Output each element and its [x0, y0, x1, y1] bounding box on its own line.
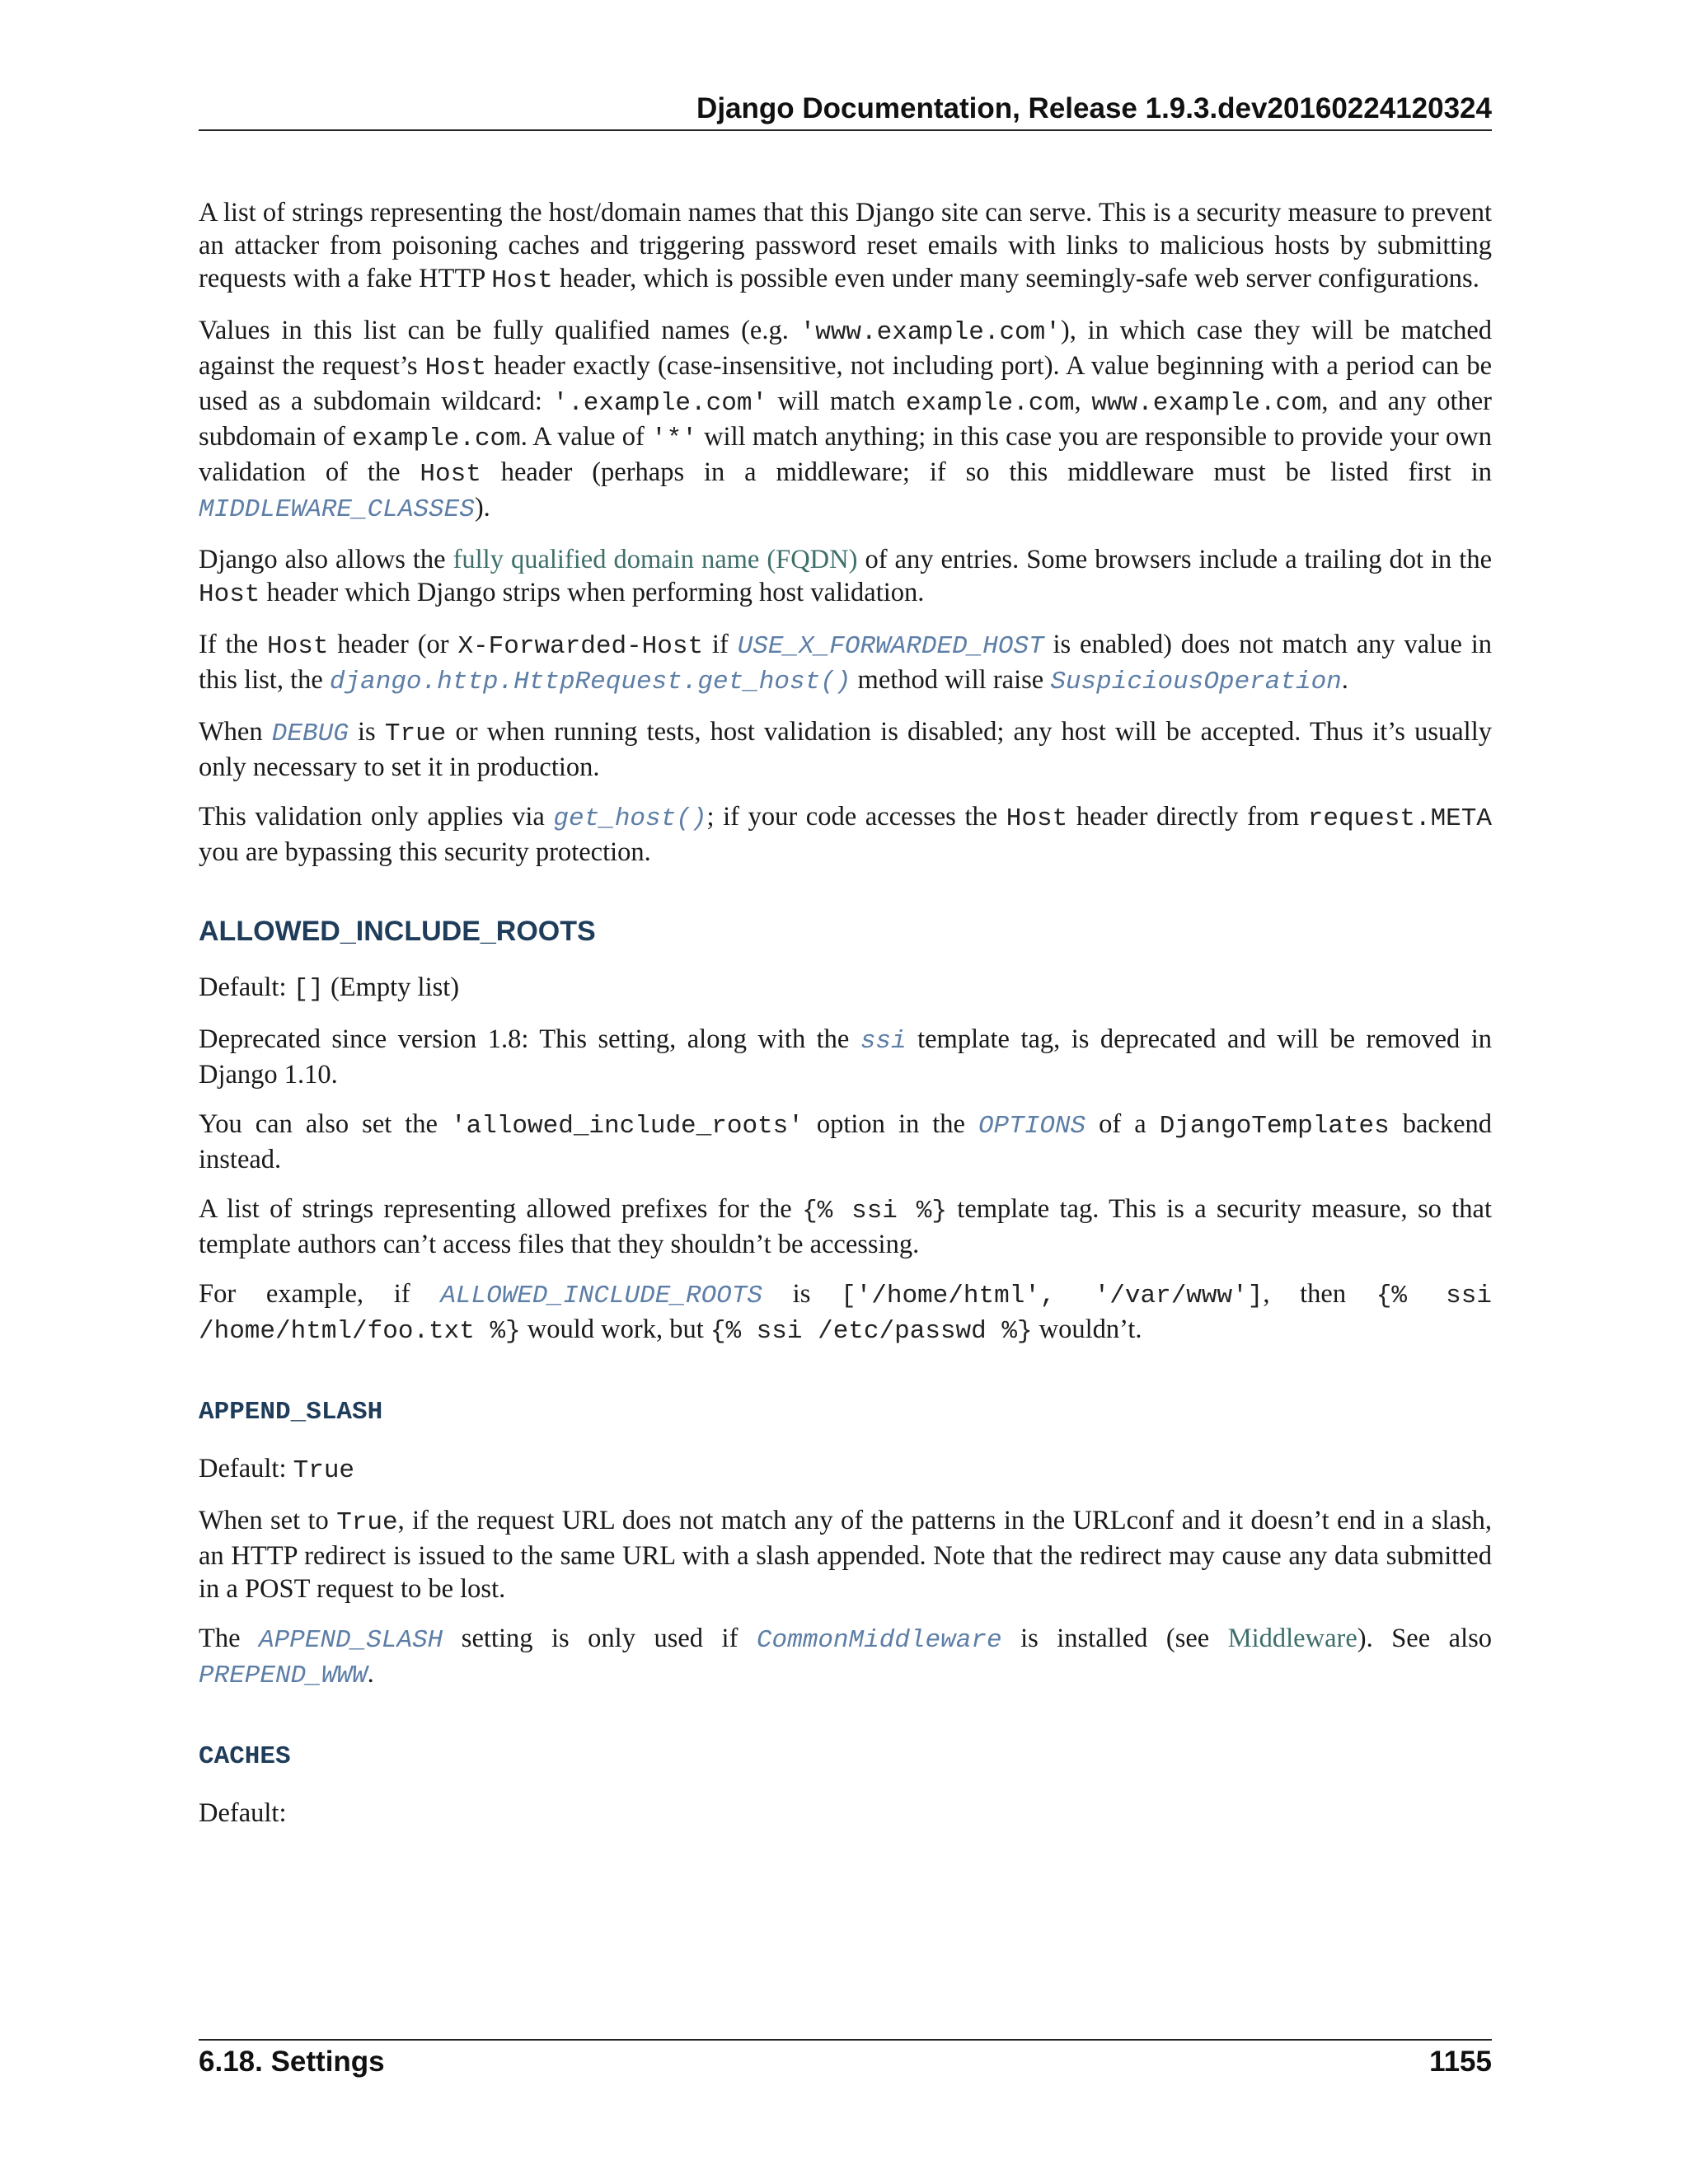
allowed-hosts-paragraph-1	[199, 196, 1492, 298]
text: When	[199, 717, 272, 747]
text: will match anything; in this case you are responsible to provide your own validation of the	[199, 422, 1492, 487]
code-literal: {% ssi %}	[802, 1197, 947, 1226]
code-literal: Host	[420, 460, 481, 489]
allowed-hosts-paragraph-2	[199, 314, 1492, 527]
get-host-link[interactable]: get_host()	[553, 804, 707, 833]
page-number: 1155	[1429, 2046, 1492, 2078]
text: Default:	[199, 1798, 287, 1828]
text: is	[762, 1279, 842, 1309]
allowed-hosts-paragraph-6	[199, 800, 1492, 869]
text: You can also set the	[199, 1109, 451, 1139]
append-slash-link[interactable]: APPEND_SLASH	[259, 1626, 443, 1655]
document-page	[199, 0, 1492, 2184]
prepend-www-link[interactable]: PREPEND_WWW	[199, 1661, 368, 1690]
text: Default:	[199, 972, 293, 1002]
text: The	[199, 1624, 260, 1653]
caches-default	[199, 1797, 1492, 1830]
text: .	[367, 1659, 374, 1689]
text: header (or	[328, 630, 458, 659]
code-literal: True	[336, 1508, 398, 1537]
text: If the	[199, 630, 268, 659]
text: template tag. This is a security measure, so that template authors can’t access files that they shouldn’t be accessing.	[199, 1194, 1492, 1259]
text: (Empty list)	[323, 972, 460, 1002]
running-header: Django Documentation, Release 1.9.3.dev20160224120324	[696, 92, 1492, 124]
allowed-hosts-paragraph-4	[199, 628, 1492, 699]
text: method will raise	[851, 665, 1051, 695]
text: Default:	[199, 1454, 293, 1483]
text: , if the request URL does not match any of the patterns in the URLconf and it doesn’t end in a slash, an HTTP redirect is issued to the same URL with a slash appended. Note that the redirect may cause any data submitted in a POST request to be lost.	[199, 1506, 1492, 1604]
text: .	[1341, 665, 1348, 695]
code-literal: []	[293, 975, 324, 1004]
allowed-include-roots-link[interactable]: ALLOWED_INCLUDE_ROOTS	[440, 1282, 762, 1310]
header-rule	[199, 129, 1492, 131]
text: header exactly (case-insensitive, not including port). A value beginning with a period can be used as a subdomain wildcard:	[199, 351, 1492, 416]
text: of any entries. Some browsers include a trailing dot in the	[857, 545, 1492, 574]
middleware-classes-link[interactable]: MIDDLEWARE_CLASSES	[199, 495, 475, 524]
append-slash-paragraph-description	[199, 1504, 1492, 1605]
page-content	[199, 196, 1492, 1846]
section-heading-allowed-include-roots: ALLOWED_INCLUDE_ROOTS	[199, 916, 596, 947]
code-literal: Host	[267, 632, 329, 661]
text: or when running tests, host validation is disabled; any host will be accepted. Thus it’s usually only necessary to set it in production.	[199, 717, 1492, 782]
text: header, which is possible even under many seemingly-safe web server configurations.	[552, 264, 1479, 293]
code-literal: 'allowed_include_roots'	[451, 1112, 804, 1141]
text: ), in which case they will be matched against the request’s	[199, 316, 1492, 381]
code-literal: example.com	[905, 389, 1075, 418]
code-literal: X-Forwarded-Host	[457, 632, 704, 661]
append-slash-paragraph-see-also	[199, 1622, 1492, 1693]
code-literal: Host	[491, 266, 553, 295]
text: template tag, is deprecated and will be removed in Django 1.10.	[199, 1024, 1492, 1090]
text: . A value of	[520, 422, 652, 452]
text: ,	[1074, 387, 1092, 416]
text: ; if your code accesses the	[706, 802, 1006, 832]
code-literal: ['/home/html', '/var/www']	[841, 1282, 1264, 1310]
deprecation-notice	[199, 1023, 1492, 1091]
allowed-hosts-paragraph-3	[199, 543, 1492, 612]
code-literal: www.example.com	[1091, 389, 1322, 418]
code-literal: {% ssi /home/html/foo.txt %}	[199, 1282, 1492, 1346]
footer-rule	[199, 2039, 1492, 2041]
code-literal: Host	[1006, 804, 1068, 833]
fqdn-link[interactable]: fully qualified domain name (FQDN)	[452, 545, 858, 574]
common-middleware-link[interactable]: CommonMiddleware	[756, 1626, 1002, 1655]
code-literal: example.com	[352, 424, 521, 453]
text: This validation only applies via	[199, 802, 554, 832]
code-literal: True	[384, 719, 447, 748]
text: , then	[1263, 1279, 1376, 1309]
text: Deprecated since version 1.8: This setting, along with the	[199, 1024, 860, 1054]
append-slash-default	[199, 1452, 1492, 1488]
code-literal: Host	[424, 354, 487, 382]
code-literal: Host	[199, 580, 260, 609]
code-literal: True	[293, 1456, 355, 1485]
text: A list of strings representing allowed prefixes for the	[199, 1194, 803, 1224]
text: option in the	[803, 1109, 978, 1139]
page-footer	[199, 2044, 1492, 2080]
use-x-forwarded-host-link[interactable]: USE_X_FORWARDED_HOST	[737, 632, 1044, 661]
allowed-hosts-paragraph-5	[199, 715, 1492, 784]
code-literal: DjangoTemplates	[1159, 1112, 1390, 1141]
text: if	[703, 630, 738, 659]
debug-link[interactable]: DEBUG	[271, 719, 349, 748]
text: When set to	[199, 1506, 337, 1535]
text: , and any other subdomain of	[199, 387, 1493, 452]
middleware-link[interactable]: Middleware	[1227, 1624, 1357, 1653]
text: is enabled) does not match any value in this list, the	[199, 630, 1492, 695]
section-heading-caches: CACHES	[199, 1742, 291, 1771]
options-link[interactable]: OPTIONS	[978, 1112, 1086, 1141]
allowed-include-roots-paragraph-example	[199, 1277, 1492, 1348]
text: A list of strings representing the host/domain names that this Django site can serve. This is a security measure to prevent an attacker from poisoning caches and triggering password reset emails with links to malicious hosts by submitting requests with a fake HTTP	[199, 198, 1492, 293]
text: Django also allows the	[199, 545, 453, 574]
text: you are bypassing this security protection.	[199, 837, 651, 867]
allowed-include-roots-default	[199, 971, 1492, 1006]
text: is	[348, 717, 385, 747]
text: wouldn’t.	[1032, 1315, 1142, 1344]
text: header directly from	[1067, 802, 1308, 832]
code-literal: request.META	[1307, 804, 1492, 833]
text: Values in this list can be fully qualified names (e.g.	[199, 316, 800, 345]
ssi-tag-link[interactable]: ssi	[860, 1027, 907, 1056]
text: backend instead.	[199, 1109, 1493, 1174]
text: would work, but	[520, 1315, 710, 1344]
footer-section-title: 6.18. Settings	[199, 2046, 385, 2078]
text: ).	[474, 493, 490, 523]
code-literal: 'www.example.com'	[799, 318, 1061, 347]
code-literal: '.example.com'	[552, 389, 768, 418]
code-literal: {% ssi /etc/passwd %}	[710, 1317, 1033, 1346]
section-heading-append-slash: APPEND_SLASH	[199, 1398, 383, 1427]
allowed-include-roots-paragraph-options	[199, 1108, 1492, 1176]
text: ). See also	[1357, 1624, 1492, 1653]
text: is installed (see	[1001, 1624, 1228, 1653]
text: header (perhaps in a middleware; if so this middleware must be listed first in	[481, 457, 1492, 487]
get-host-method-link[interactable]: django.http.HttpRequest.get_host()	[329, 668, 851, 696]
text: header which Django strips when performing host validation.	[260, 578, 925, 607]
text: will match	[767, 387, 906, 416]
text: For example, if	[199, 1279, 441, 1309]
suspicious-operation-link[interactable]: SuspiciousOperation	[1050, 668, 1342, 696]
code-literal: '*'	[651, 424, 697, 453]
allowed-include-roots-paragraph-description	[199, 1193, 1492, 1261]
text: setting is only used if	[443, 1624, 757, 1653]
text: of a	[1085, 1109, 1160, 1139]
